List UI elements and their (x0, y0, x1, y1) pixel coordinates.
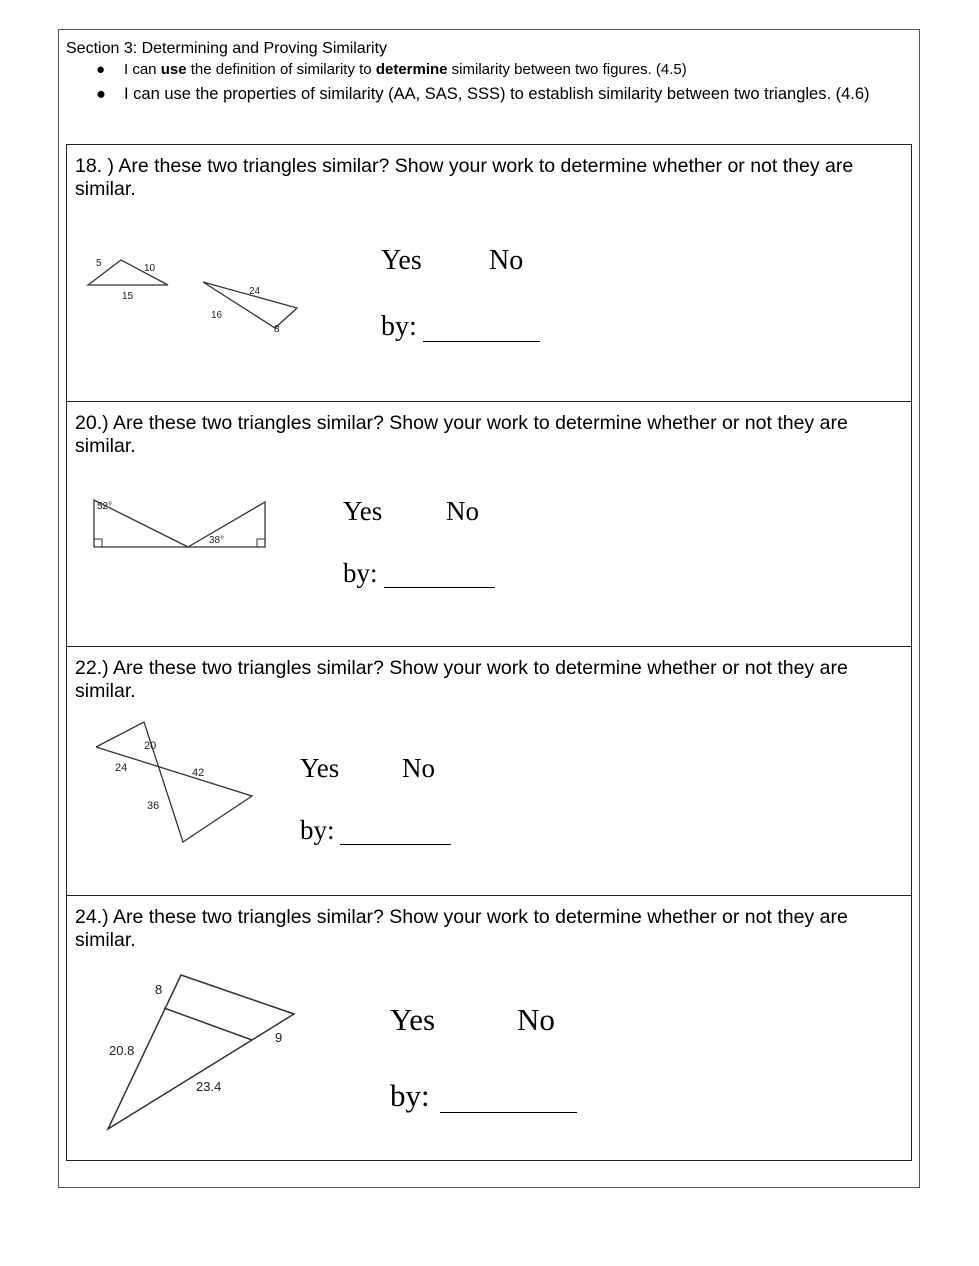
side-label: 15 (122, 291, 134, 302)
question-text: 24.) Are these two triangles similar? Show your work to determine whether or not they are similar. (75, 906, 848, 951)
question-22-box (66, 646, 912, 896)
by-label: by: (300, 815, 335, 845)
objective-text: I can use the definition of similarity to determine similarity between two figures. (4.5) (124, 61, 687, 78)
no-option[interactable]: No (446, 496, 479, 526)
yes-option[interactable]: Yes (390, 1002, 436, 1037)
by-answer-blank[interactable] (340, 821, 451, 845)
triangles-figure (89, 492, 279, 562)
side-label: 42 (192, 767, 205, 779)
triangles-figure (103, 972, 303, 1138)
side-label: 8 (155, 982, 163, 997)
section-title: Section 3: Determining and Proving Similarity (66, 40, 388, 57)
question-text: 22.) Are these two triangles similar? Show your work to determine whether or not they are similar. (75, 657, 848, 702)
by-label: by: (343, 558, 378, 588)
by-answer-blank[interactable] (440, 1086, 577, 1113)
side-label: 36 (147, 800, 160, 812)
question-20-box (66, 401, 912, 647)
triangle-right (188, 502, 265, 547)
side-label: 10 (144, 263, 156, 274)
objective-text: I can use the properties of similarity (AA, SAS, SSS) to establish similarity between two triangles. (4.6) (124, 85, 870, 103)
question-18-box (66, 144, 912, 402)
by-answer-blank[interactable] (423, 317, 540, 342)
by-answer-blank[interactable] (384, 564, 495, 588)
side-label: 5 (96, 258, 102, 269)
bullet-icon: ● (96, 85, 106, 103)
question-24-box (66, 895, 912, 1161)
triangles-figure (91, 717, 261, 847)
yes-option[interactable]: Yes (343, 496, 383, 526)
angle-label: 38° (209, 535, 225, 546)
no-option[interactable]: No (402, 753, 435, 783)
bullet-icon: ● (96, 61, 106, 78)
angle-label: 52° (97, 501, 113, 512)
side-label: 16 (211, 310, 223, 321)
side-label: 20 (144, 740, 157, 752)
side-label: 23.4 (196, 1079, 222, 1094)
right-angle-marker (257, 539, 265, 547)
right-angle-marker (94, 539, 102, 547)
bowtie-triangles (96, 722, 252, 842)
yes-option[interactable]: Yes (300, 753, 340, 783)
side-label: 24 (249, 286, 261, 297)
side-label: 24 (115, 762, 128, 774)
question-text: 18. ) Are these two triangles similar? Show your work to determine whether or not they are similar. (75, 155, 854, 200)
yes-option[interactable]: Yes (381, 245, 422, 276)
parallel-segment (164, 1008, 252, 1040)
by-label: by: (390, 1078, 430, 1113)
no-option[interactable]: No (489, 245, 524, 276)
side-label: 8 (274, 324, 280, 335)
triangle-large (108, 975, 294, 1129)
by-label: by: (381, 311, 417, 342)
question-text: 20.) Are these two triangles similar? Show your work to determine whether or not they are similar. (75, 412, 848, 457)
no-option[interactable]: No (517, 1002, 555, 1037)
side-label: 9 (275, 1030, 283, 1045)
side-label: 20.8 (109, 1043, 135, 1058)
triangles-figure (83, 250, 323, 350)
